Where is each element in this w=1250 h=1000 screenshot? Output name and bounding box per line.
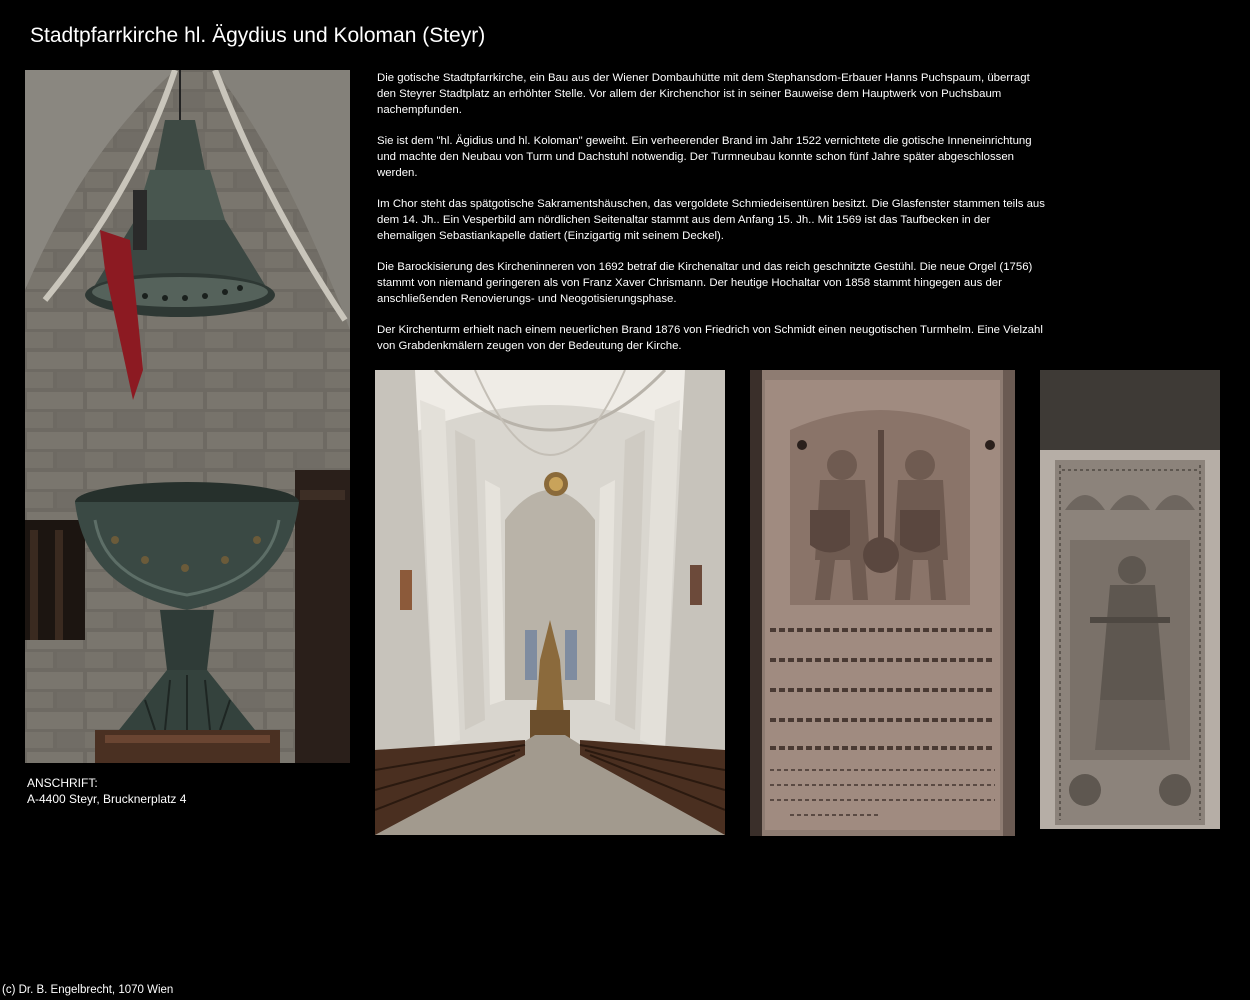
description-paragraph: Im Chor steht das spätgotische Sakramentshäuschen, das vergoldete Schmiedeisentüren besitzt. Die Glasfenster stammen teils aus dem 14. Jh.. Ein Vesperbild am nördlichen Seitenaltar stammt aus dem Anfang 15. Jh.. Mit 1569 ist das Taufbecken in der ehemaligen Sebastiankapelle datiert (Einzigartig mit seinem Deckel). [377,198,1045,242]
description-paragraph: Die gotische Stadtpfarrkirche, ein Bau aus der Wiener Dombauhütte mit dem Stephansdom-Erbauer Hanns Puchspaum, überragt den Steyrer Stadtplatz an erhöhter Stelle. Vor allem der Kirchenchor ist in seiner Bauweise dem Hauptwerk von Puchsbaum nachempfunden. [377,72,1030,116]
description-paragraph: Die Barockisierung des Kircheninneren von 1692 betraf die Kirchenaltar und das reich geschnitzte Gestühl. Die neue Orgel (1756) stammt von niemand geringeren als von Franz Xaver Chrismann. Der heutige Hochaltar von 1858 stammt hingegen aus der anschließenden Renovierungs- und Neogotisierungsphase. [377,261,1033,305]
photo-baptismal-font [25,70,350,763]
description-paragraph: Der Kirchenturm erhielt nach einem neuerlichen Brand 1876 von Friedrich von Schmidt einen neugotischen Turmhelm. Eine Vielzahl von Grabdenkmälern zeugen von der Bedeutung der Kirche. [377,324,1043,352]
photo-church-nave [375,370,725,835]
address-label: ANSCHRIFT: [27,776,98,790]
address-block [27,775,186,807]
description-text [377,70,1047,369]
copyright-notice: (c) Dr. B. Engelbrecht, 1070 Wien [2,984,174,996]
description-paragraph: Sie ist dem "hl. Ägidius und hl. Koloman" geweiht. Ein verheerender Brand im Jahr 1522 vernichtete die gotische Inneneinrichtung und machte den Neubau von Turm und Dachstuhl notwendig. Der Turmneubau konnte schon fünf Jahre später abgeschlossen werden. [377,135,1032,179]
page-title: Stadtpfarrkirche hl. Ägydius und Koloman (Steyr) [30,24,486,47]
photo-grave-slab [1040,370,1220,829]
address-value: A-4400 Steyr, Brucknerplatz 4 [27,792,187,806]
photo-grave-slab [750,370,1015,836]
